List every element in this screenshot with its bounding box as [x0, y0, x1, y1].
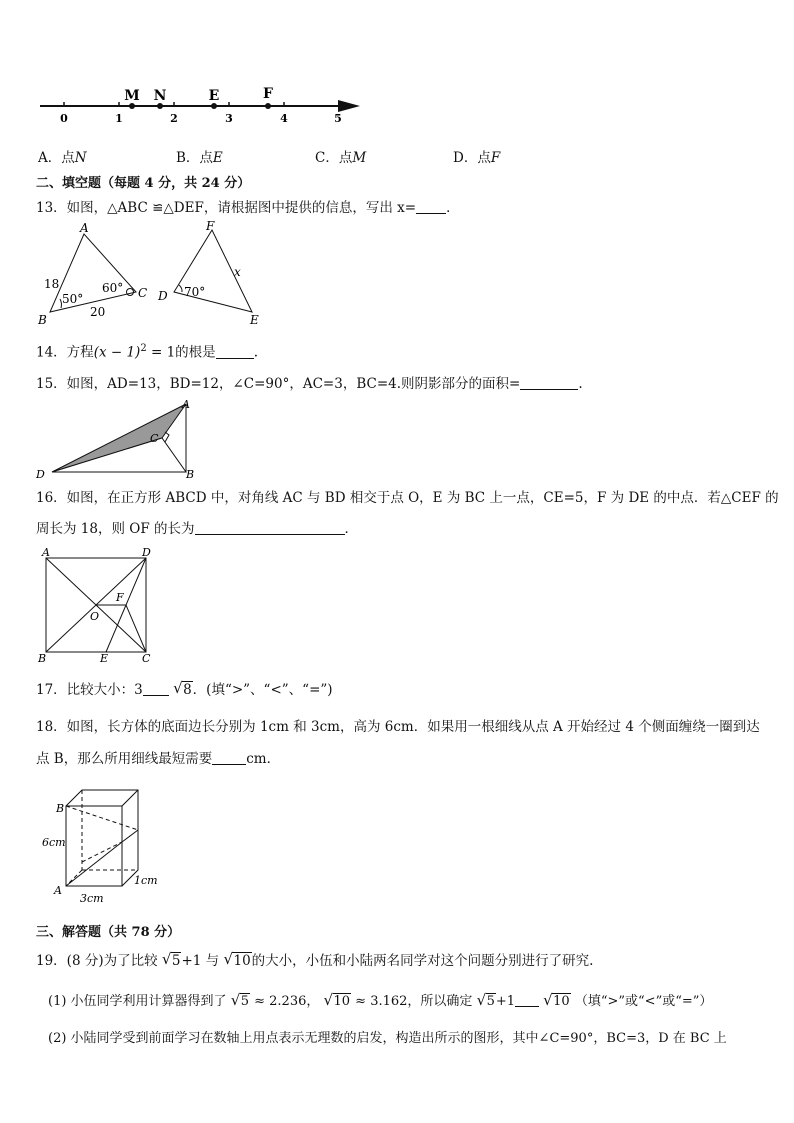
question-19-part-1: (1) 小伍同学利用计算器得到了 √ 5 ≈ 2.236， √ 10 ≈ 3.162，所以确定 √ 5+1 √ 10 （填“>”或“<”或“=”） — [48, 991, 713, 1009]
vertex-a: A — [42, 546, 50, 559]
sqrt-5: √ 5 — [161, 950, 181, 969]
point-label-f: F — [263, 86, 273, 102]
point-label-m: M — [124, 88, 140, 104]
vertex-b: B — [38, 652, 47, 665]
point-label-n: N — [153, 88, 167, 104]
vertex-a: A — [80, 221, 89, 235]
vertex-b: B — [56, 802, 65, 815]
sqrt-10: √ 10 — [223, 950, 251, 969]
vertex-d: D — [142, 546, 151, 559]
vertex-c: C — [150, 432, 159, 445]
tick-label: 2 — [170, 112, 178, 125]
question-14: 14．方程$(x - 1)^2 = 1$的根是 . — [36, 343, 258, 361]
option-a: A．点N — [38, 150, 87, 166]
question-16-line-2: 周长为 18，则 OF 的长为 ． — [36, 521, 358, 537]
height-label: 6cm — [42, 836, 66, 849]
vertex-e: E — [250, 313, 259, 327]
angle-c: 60° — [102, 281, 124, 295]
side-x: x — [234, 265, 241, 279]
vertex-e: E — [100, 652, 109, 665]
depth-label: 1cm — [134, 874, 158, 887]
angle-d: 70° — [184, 285, 206, 299]
vertex-c: C — [142, 652, 151, 665]
question-13: 13．如图，△ABC ≌△DEF，请根据图中提供的信息，写出 x= ． — [36, 200, 460, 216]
point-f: F — [116, 591, 124, 604]
vertex-d: D — [36, 468, 45, 480]
triangles-figure — [34, 220, 274, 330]
angle-b: 50° — [62, 292, 84, 306]
vertex-f: F — [206, 220, 215, 233]
side-ab: 18 — [44, 277, 60, 291]
option-b: B．点E — [176, 150, 223, 166]
tick-label: 3 — [225, 112, 233, 125]
square-figure — [34, 544, 164, 668]
tick-label: 5 — [334, 112, 342, 125]
question-16-line-1: 16．如图，在正方形 ABCD 中，对角线 AC 与 BD 相交于点 O，E 为 BC 上一点，CE=5，F 为 DE 的中点．若△CEF 的 — [36, 490, 779, 506]
vertex-b: B — [186, 468, 195, 480]
section-title-fill-in: 二、填空题（每题 4 分，共 24 分） — [36, 176, 251, 191]
width-label: 3cm — [80, 892, 104, 904]
sqrt-8: √ 8 — [173, 679, 192, 698]
vertex-a: A — [182, 398, 190, 411]
vertex-b: B — [38, 313, 47, 327]
point-o: O — [90, 610, 100, 623]
tick-label: 1 — [115, 112, 123, 125]
option-c: C．点M — [315, 150, 367, 166]
question-17: 17．比较大小：3 √ 8．(填“>”、“<”、“=”) — [36, 679, 333, 698]
question-18-line-1: 18．如图，长方体的底面边长分别为 1cm 和 3cm，高为 6cm．如果用一根细线从点 A 开始经过 4 个侧面缠绕一圈到达 — [36, 719, 760, 735]
tick-label: 0 — [60, 112, 68, 125]
sqrt-5: √ 5 — [230, 991, 249, 1009]
question-15: 15．如图，AD=13，BD=12，∠C=90°，AC=3，BC=4.则阴影部分的面积= . — [36, 376, 583, 392]
vertex-c: C — [138, 286, 148, 300]
sqrt-5: √ 5 — [476, 991, 495, 1009]
sqrt-10: √ 10 — [323, 991, 351, 1009]
side-bc: 20 — [90, 305, 106, 319]
section-title-solutions: 三、解答题（共 78 分） — [36, 925, 181, 940]
point-label-e: E — [208, 88, 220, 104]
question-19: 19．(8 分)为了比较 √ 5+1 与 √ 10的大小，小伍和小陆两名同学对这个问题分别进行了研究. — [36, 950, 594, 969]
question-19-part-2: (2) 小陆同学受到前面学习在数轴上用点表示无理数的启发，构造出所示的图形，其中∠C=90°，BC=3，D 在 BC 上 — [48, 1031, 727, 1046]
option-d: D．点F — [453, 150, 501, 166]
vertex-d: D — [158, 289, 168, 303]
sqrt-10: √ 10 — [543, 991, 570, 1009]
shaded-triangle-figure — [34, 398, 204, 480]
tick-label: 4 — [280, 112, 288, 125]
number-line-figure — [36, 84, 366, 128]
question-18-line-2: 点 B，那么所用细线最短需要 cm． — [36, 751, 281, 767]
vertex-a: A — [54, 884, 62, 897]
cuboid-figure — [38, 782, 168, 904]
